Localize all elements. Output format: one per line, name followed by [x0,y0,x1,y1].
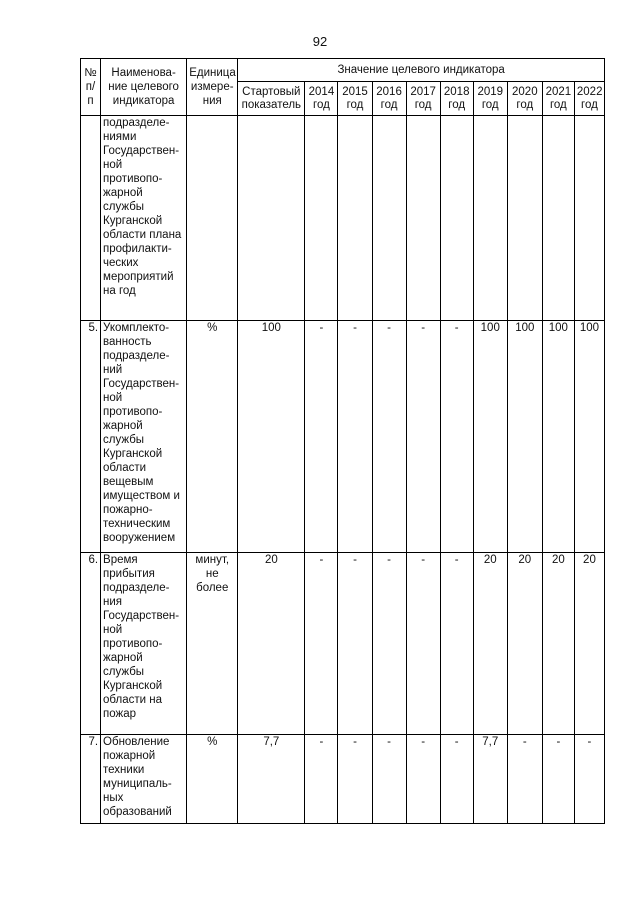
header-year: 2016 год [372,82,406,116]
row-num: 5. [81,321,101,553]
header-year: 2021 год [542,82,574,116]
row-value: - [372,321,406,553]
row-value: - [338,553,372,735]
row-start [238,116,305,321]
row-start: 100 [238,321,305,553]
row-unit: % [187,321,238,553]
row-value: 7,7 [473,735,507,824]
row-value: - [338,735,372,824]
row-num [81,116,101,321]
table-row [81,116,605,321]
header-year: 2014 год [305,82,338,116]
row-value [338,116,372,321]
row-value: - [406,321,440,553]
row-value: 100 [542,321,574,553]
header-year: 2022 год [574,82,604,116]
row-value [372,116,406,321]
row-value: - [305,735,338,824]
row-value: - [305,321,338,553]
header-num: № п/п [81,59,101,116]
row-value [542,116,574,321]
row-value: - [440,735,473,824]
row-start: 20 [238,553,305,735]
row-value: - [372,553,406,735]
row-value: 20 [473,553,507,735]
row-value: - [542,735,574,824]
table-row [81,321,605,553]
row-value [305,116,338,321]
row-name: Время прибытия подразделе-ния Государствен-ной противопо-жарной службы Курганской области на пожар [101,553,187,735]
row-unit [187,116,238,321]
row-value: - [406,735,440,824]
row-value: - [507,735,542,824]
row-value [507,116,542,321]
row-value: 20 [574,553,604,735]
page-number: 92 [312,34,328,49]
header-year: 2015 год [338,82,372,116]
row-value: - [372,735,406,824]
row-value: - [406,553,440,735]
row-value [473,116,507,321]
row-value [440,116,473,321]
header-year: 2017 год [406,82,440,116]
row-value [574,116,604,321]
header-year: 2018 год [440,82,473,116]
row-unit: минут, не более [187,553,238,735]
row-value: - [440,553,473,735]
table-row [81,735,605,824]
indicator-table [80,58,605,824]
header-start: Стартовый показатель [238,82,305,116]
row-name: подразделе-ниями Государствен-ной противопо-жарной службы Курганской области плана профилакти-ческих мероприятий на год [101,116,187,321]
header-unit: Единица измере-ния [187,59,238,116]
row-name: Укомплекто-ванность подразделе-ний Государствен-ной противопо-жарной службы Курганской области вещевым имуществом и пожарно-техническим вооружением [101,321,187,553]
header-indicator-value: Значение целевого индикатора [238,59,605,82]
row-value [406,116,440,321]
header-year: 2019 год [473,82,507,116]
row-start: 7,7 [238,735,305,824]
row-value: 100 [574,321,604,553]
row-num: 6. [81,553,101,735]
row-value: - [338,321,372,553]
row-value: 20 [507,553,542,735]
row-unit: % [187,735,238,824]
row-value: - [305,553,338,735]
row-name: Обновление пожарной техники муниципаль-ных образований [101,735,187,824]
header-year: 2020 год [507,82,542,116]
row-value: 100 [473,321,507,553]
row-num: 7. [81,735,101,824]
header-name: Наименова-ние целевого индикатора [101,59,187,116]
row-value: - [440,321,473,553]
row-value: 20 [542,553,574,735]
row-value: 100 [507,321,542,553]
row-value: - [574,735,604,824]
table-row [81,553,605,735]
